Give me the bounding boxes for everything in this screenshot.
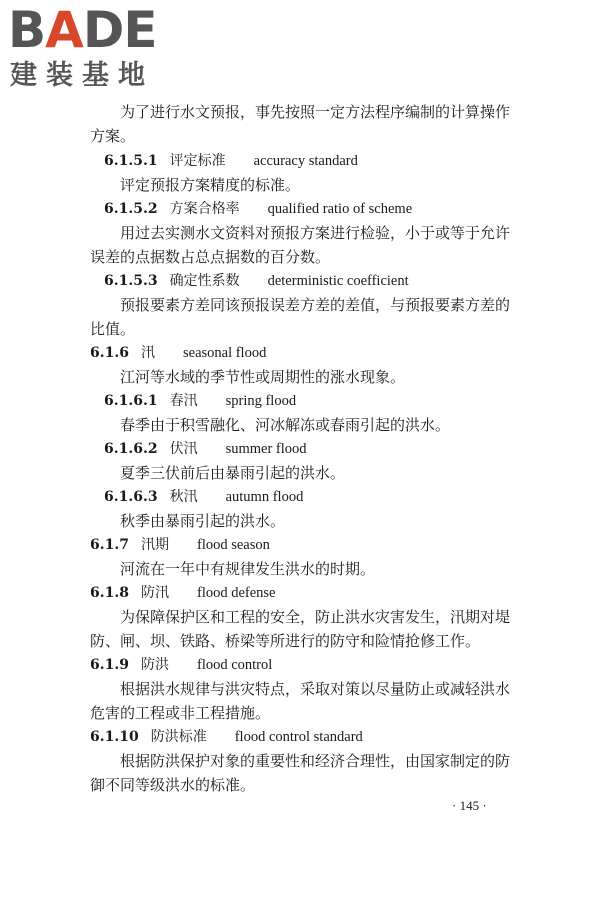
term-heading [104,437,307,461]
term-definition: 江河等水域的季节性或周期性的涨水现象。 [120,368,406,386]
term-definition: 评定预报方案精度的标准。 [120,176,301,194]
term-heading [90,533,270,557]
logo-subtitle: 建装基地 [10,60,154,91]
term-heading [90,653,272,677]
term-number: 6.1.6.1 [104,393,158,409]
term-heading [90,581,276,605]
term-english: accuracy standard [253,153,358,169]
term-chinese: 防洪标准 [150,729,207,745]
term-number: 6.1.5.3 [104,273,158,289]
term-number: 6.1.8 [90,585,129,601]
term-number: 6.1.6.3 [104,489,158,505]
term-definition: 防、闸、坝、铁路、桥梁等所进行的防守和险情抢修工作。 [90,632,481,650]
term-chinese: 汛 [140,345,155,361]
term-definition: 根据防洪保护对象的重要性和经济合理性，由国家制定的防 [120,752,511,770]
term-heading [90,725,363,749]
bade-logo [8,1,178,96]
term-heading [104,485,303,509]
term-chinese: 评定标准 [169,153,226,169]
term-chinese: 汛期 [140,537,169,553]
term-heading [90,341,266,365]
term-definition: 根据洪水规律与洪灾特点，采取对策以尽量防止或减轻洪水 [120,680,511,698]
term-number: 6.1.5.1 [104,153,158,169]
term-number: 6.1.6.2 [104,441,158,457]
term-chinese: 伏汛 [169,441,198,457]
term-definition: 比值。 [90,320,136,338]
term-definition: 用过去实测水文资料对预报方案进行检验，小于或等于允许 [120,224,511,242]
term-chinese: 方案合格率 [169,201,240,217]
term-chinese: 确定性系数 [169,273,240,289]
term-english: summer flood [225,441,307,457]
term-english: flood season [196,537,270,553]
term-english: seasonal flood [182,345,267,361]
intro-text: 方案。 [90,127,136,145]
term-number: 6.1.7 [90,537,129,553]
term-heading [104,389,296,413]
term-english: deterministic coefficient [267,273,409,289]
page-number: · 145 · [452,798,487,813]
intro-text: 为了进行水文预报，事先按照一定方法程序编制的计算操作 [120,103,511,121]
term-number: 6.1.10 [90,729,139,745]
term-definition: 误差的点据数占总点据数的百分数。 [90,248,331,266]
term-definition: 河流在一年中有规律发生洪水的时期。 [120,560,376,578]
term-english: autumn flood [225,489,304,505]
term-definition: 预报要素方差同该预报误差方差的差值，与预报要素方差的 [120,296,511,314]
term-chinese: 春汛 [169,393,198,409]
logo-wordmark: BADE [8,1,157,59]
term-number: 6.1.9 [90,657,129,673]
term-heading [104,149,358,173]
term-heading [104,269,409,293]
term-english: flood defense [196,585,276,601]
term-english: spring flood [225,393,297,409]
term-definition: 秋季由暴雨引起的洪水。 [120,512,286,530]
term-english: flood control [196,657,273,673]
term-definition: 危害的工程或非工程措施。 [90,704,271,722]
term-definition: 御不同等级洪水的标准。 [90,776,256,794]
term-heading [104,197,412,221]
term-chinese: 秋汛 [169,489,198,505]
term-number: 6.1.5.2 [104,201,158,217]
term-definition: 为保障保护区和工程的安全，防止洪水灾害发生，汛期对堤 [120,608,511,626]
term-english: qualified ratio of scheme [267,201,413,217]
term-chinese: 防汛 [140,585,169,601]
term-definition: 夏季三伏前后由暴雨引起的洪水。 [120,464,346,482]
term-number: 6.1.6 [90,345,129,361]
term-english: flood control standard [234,729,363,745]
term-chinese: 防洪 [140,657,169,673]
term-definition: 春季由于积雪融化、河冰解冻或春雨引起的洪水。 [120,416,451,434]
